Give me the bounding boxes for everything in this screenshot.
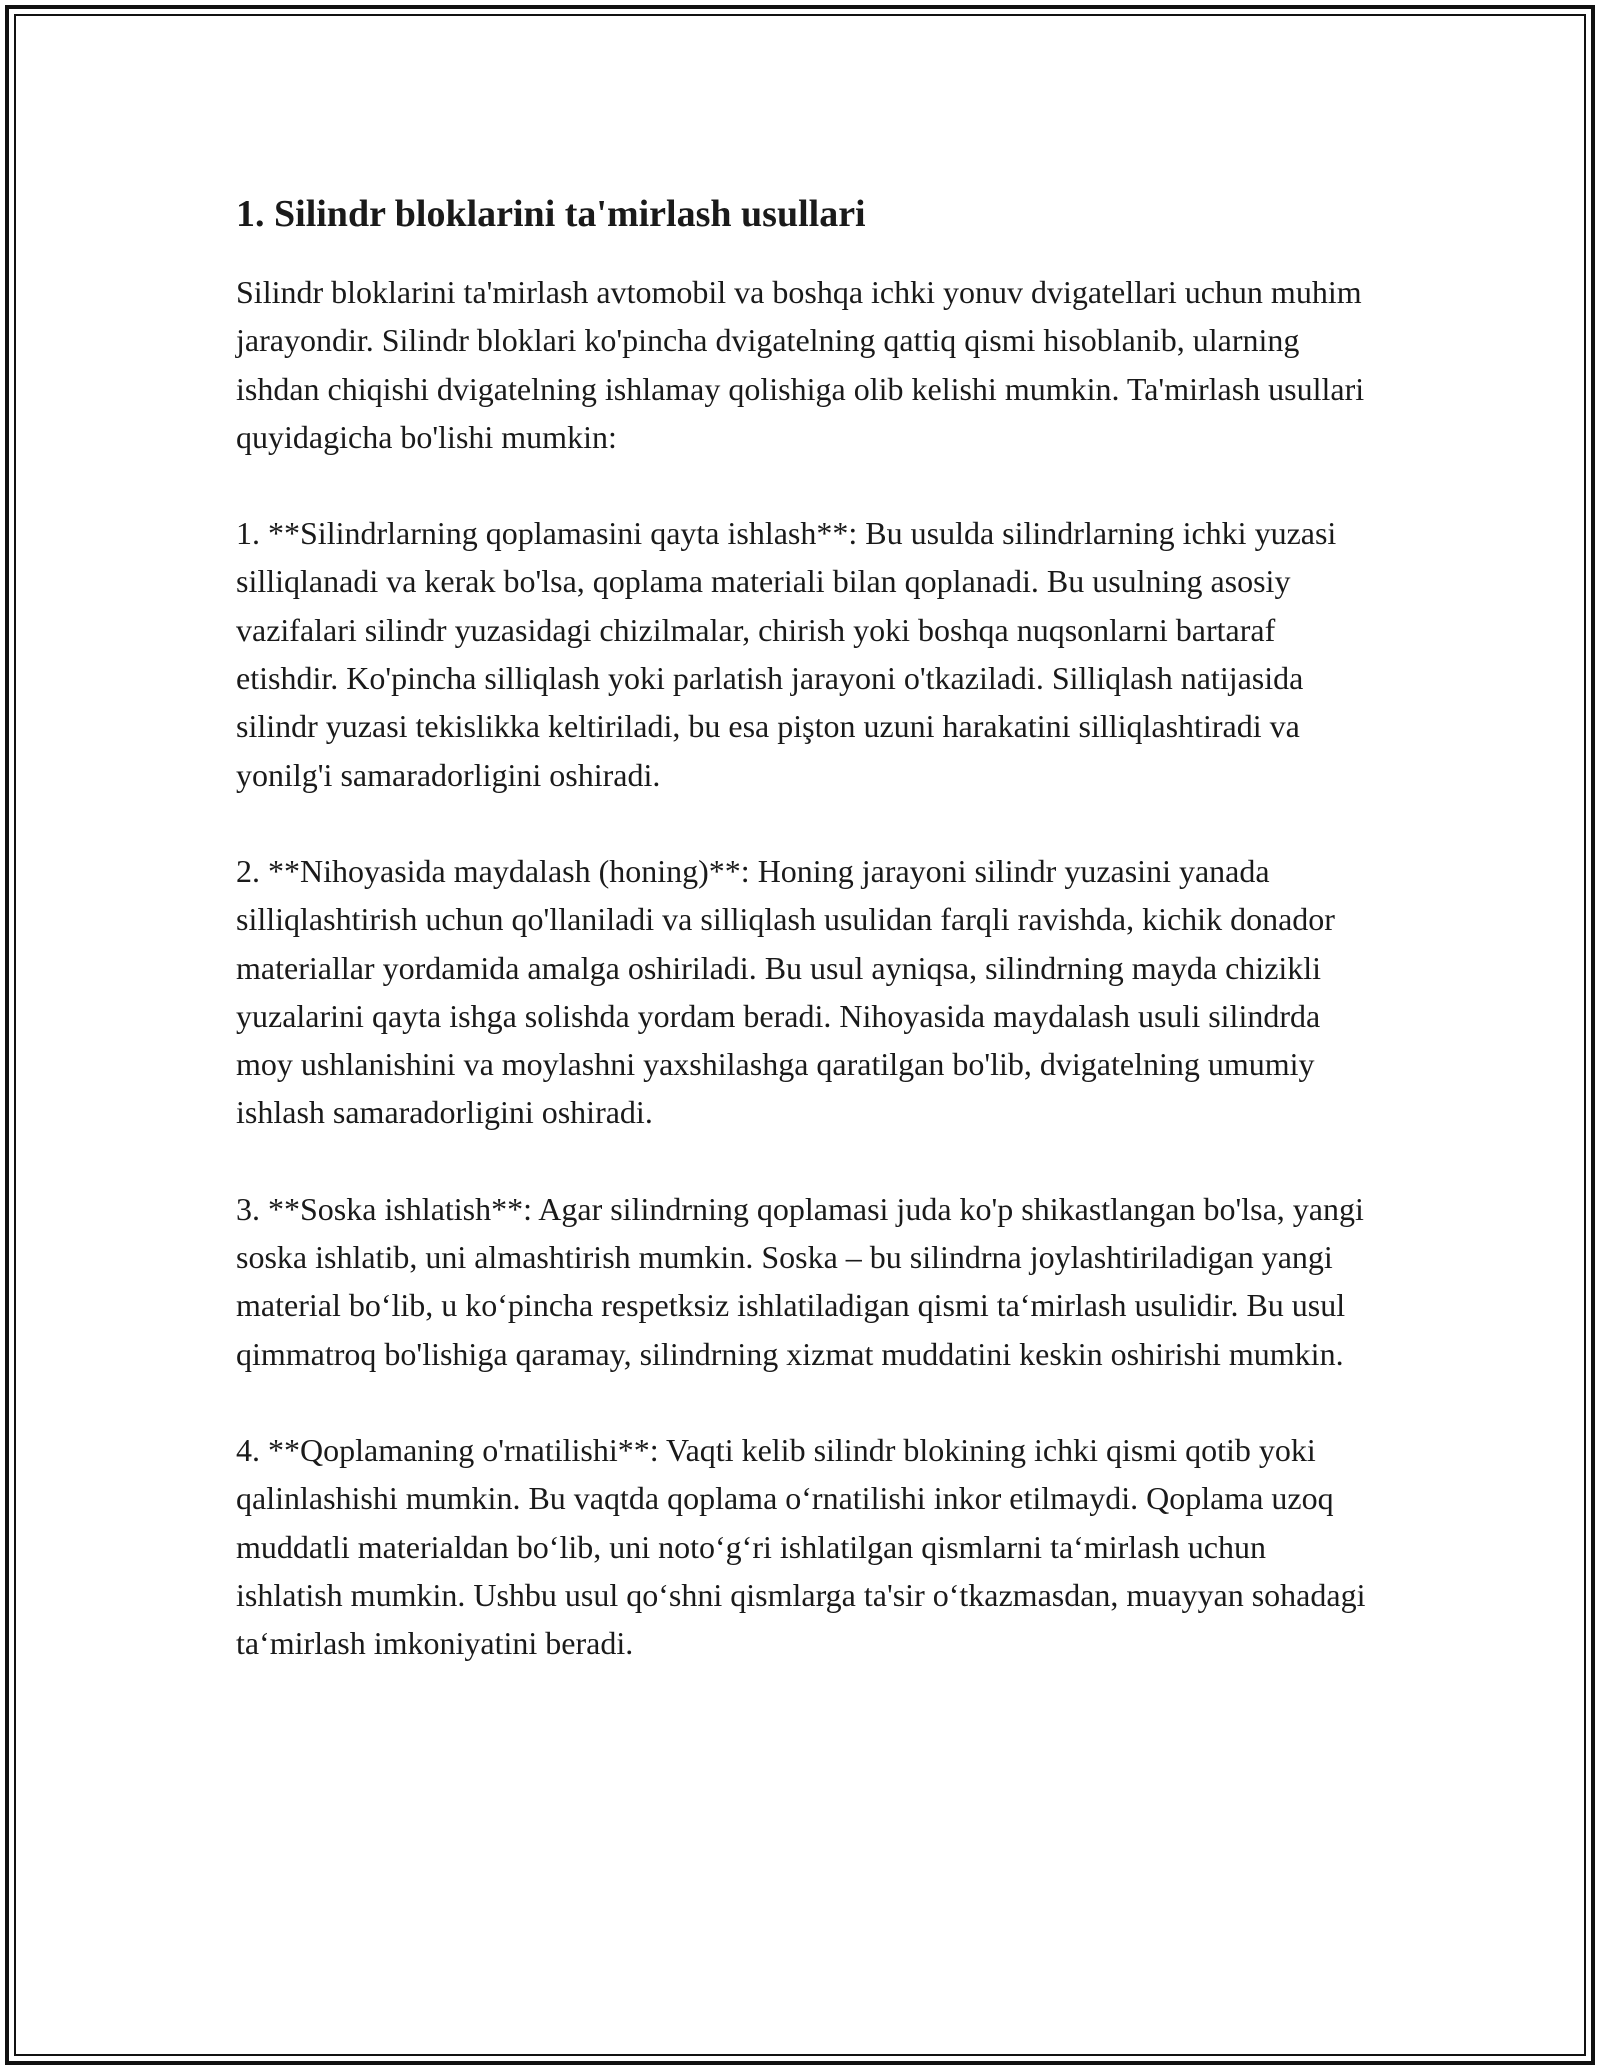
intro-paragraph: Silindr bloklarini ta'mirlash avtomobil va boshqa ichki yonuv dvigatellari uchun muhim jarayondir. Silindr bloklari ko'pincha dvigatelning qattiq qismi hisoblanib, ularning ishdan chiqishi dvigatelning ishlamay qolishiga olib kelishi mumkin. Ta'mirlash usullari quyidagicha bo'lishi mumkin:: [236, 274, 1365, 455]
method-4-paragraph: 4. **Qoplamaning o'rnatilishi**: Vaqti kelib silindr blokining ichki qismi qotib yoki qalinlashishi mumkin. Bu vaqtda qoplama o‘rnatilishi inkor etilmaydi. Qoplama uzoq muddatli materialdan bo‘lib, uni noto‘g‘ri ishlatilgan qismlarni ta‘mirlash uchun ishlatish mumkin. Ushbu usul qo‘shni qismlarga ta'sir o‘tkazmasdan, muayyan sohadagi ta‘mirlash imkoniyatini beradi.: [236, 1431, 1366, 1662]
method-1-paragraph: 1. **Silindrlarning qoplamasini qayta ishlash**: Bu usulda silindrlarning ichki yuzasi silliqlanadi va kerak bo'lsa, qoplama materiali bilan qoplanadi. Bu usulning asosiy vazifalari silindr yuzasidagi chizilmalar, chirish yoki boshqa nuqsonlarni bartaraf etishdir. Ko'pincha silliqlash yoki parlatish jarayoni o'tkaziladi. Silliqlash natijasida silindr yuzasi tekislikka keltiriladi, bu esa pişton uzuni harakatini silliqlashtiradi va yonilg'i samaradorligini oshiradi.: [236, 515, 1337, 793]
method-2-paragraph: 2. **Nihoyasida maydalash (honing)**: Honing jarayoni silindr yuzasini yanada silliqlashtirish uchun qo'llaniladi va silliqlash usulidan farqli ravishda, kichik donador materiallar yordamida amalga oshiriladi. Bu usul ayniqsa, silindrning mayda chizikli yuzalarini qayta ishga solishda yordam beradi. Nihoyasida maydalash usuli silindrda moy ushlanishini va moylashni yaxshilashga qaratilgan bo'lib, dvigatelning umumiy ishlash samaradorligini oshiradi.: [236, 852, 1335, 1131]
document-title: 1. Silindr bloklarini ta'mirlash usullari: [236, 193, 866, 235]
document-body: [236, 186, 1376, 1715]
method-3-paragraph: 3. **Soska ishlatish**: Agar silindrning qoplamasi juda ko'p shikastlangan bo'lsa, yangi soska ishlatib, uni almashtirish mumkin. Soska – bu silindrna joylashtiriladigan yangi material bo‘lib, u ko‘pincha respetksiz ishlatiladigan qismi ta‘mirlash usulidir. Bu usul qimmatroq bo'lishiga qaramay, silindrning xizmat muddatini keskin oshirishi mumkin.: [236, 1190, 1364, 1372]
